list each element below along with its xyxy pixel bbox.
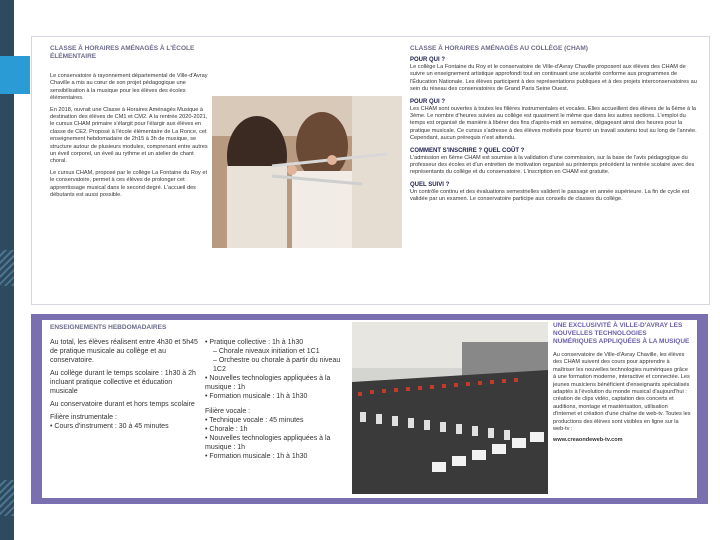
weekly-lessons-title: ENSEIGNEMENTS HEBDOMADAIRES xyxy=(50,324,167,331)
practice-line: • Nouvelles technologies appliquées à la musique : 1h xyxy=(205,435,331,451)
section-question: POUR QUI ? xyxy=(410,57,446,63)
practice-line: Filière vocale : xyxy=(205,408,251,415)
left-paragraph: Le cursus CHAM, proposé par le collège La Fontaine du Roy et le conservatoire, permet à ces élèves de prolonger cet apprentissage musical dans le second degré. L'accueil des débutants est aussi possible. xyxy=(50,169,208,199)
left-column-title: CLASSE À HORAIRES AMÉNAGÉS À L'ÉCOLE ÉLÉMENTAIRE xyxy=(50,45,195,60)
left-column xyxy=(50,45,210,204)
practice-line: • Formation musicale : 1h à 1h30 xyxy=(205,453,308,460)
weekly-text: • Cours d'instrument : 30 à 45 minutes xyxy=(50,423,169,430)
weekly-lessons-column xyxy=(50,324,200,435)
accent-square xyxy=(0,56,30,94)
practice-line: • Chorale : 1h xyxy=(205,426,248,433)
weekly-text: Au collège durant le temps scolaire : 1h30 à 2h incluant pratique collective et éducation musicale xyxy=(50,370,196,395)
practice-line: • Technique vocale : 45 minutes xyxy=(205,417,304,424)
flute-players-photo xyxy=(212,96,402,248)
section-question: COMMENT S'INSCRIRE ? QUEL COÛT ? xyxy=(410,147,525,154)
weekly-text: Au conservatoire durant et hors temps scolaire xyxy=(50,401,195,408)
practice-line: – Orchestre ou chorale à partir du niveau 1C2 xyxy=(213,357,341,373)
section-question: QUEL SUIVI ? xyxy=(410,181,450,188)
new-tech-text: Au conservatoire de Ville-d'Avray Chaville, les élèves des CHAM suivent des cours pour apprendre à maîtriser les nouvelles technologies numériques grâce à une formation moderne, interactive et connectée. Les jeunes musiciens bénéficient d'enseignants spécialisés adaptés à l'évolution du monde musical d'aujourd'hui : création de clips vidéo, captation des concerts et auditions, montage et mastérisation, utilisation d'internet et création d'une chaîne de web-tv. Toutes les productions des élèves sont visibles en ligne sur la web-tv : xyxy=(553,352,691,433)
section-question: POUR QUI ? xyxy=(410,98,446,105)
section-text: Les CHAM sont ouvertes à toutes les filières instrumentales et vocales. Elles accueillent des élèves de la 6ème à la 3ème. Le nombre d'heures suivies au collège est quasiment le même que dans les autres sections. L'emploi du temps est organisé de manière à libérer des fins d'après-midi en semaine, dégageant ainsi des heures pour la pratique musicale. Ce cursus s'adresse à des élèves motivés pour fournir un travail soutenu tout au long de l'année. Cependant, aucun prérequis n'est attendu. xyxy=(410,105,697,142)
section-text: Un contrôle continu et des évaluations semestrielles valident le passage en année supérieure. La fin de cycle est validée par un examen. Le conservatoire participe aux conseils de classes du collège. xyxy=(410,188,690,203)
left-paragraph: Le conservatoire à rayonnement départemental de Ville-d'Avray Chaville a mis au cœur de son projet pédagogique une sensibilisation à la musique pour les élèves des écoles élémentaires. xyxy=(50,73,208,102)
weekly-text: Au total, les élèves réalisent entre 4h30 et 5h45 de pratique musicale au collège et au conservatoire. xyxy=(50,339,198,364)
pattern-stripe xyxy=(0,250,14,286)
web-tv-link[interactable]: www.creaondeweb-tv.com xyxy=(553,437,623,444)
weekly-text: Filière instrumentale : xyxy=(50,414,117,421)
practice-line: • Nouvelles technologies appliquées à la musique : 1h xyxy=(205,375,331,391)
mixing-console-photo xyxy=(352,322,548,494)
left-paragraph: En 2018, ouvrait une Classe à Horaires Aménagés Musique à destination des élèves de CM1 et CM2. A la rentrée 2020-2021, le cursus CHAM primaire s'élargit pour l'élargir aux élèves en classe de CE2. Proposé à l'école élémentaire de La Ronce, cet enseignement hebdomadaire de 2h15 à 3h de musique, se structure autour de plusieurs modules, comprenant entre autres un éveil corporel, un éveil au rythme et un atelier de chant choral. xyxy=(50,106,208,165)
section-text: Le collège La Fontaine du Roy et le conservatoire de Ville-d'Avray Chaville proposent aux élèves des CHAM de suivre un enseignement artistique approfondi tout en continuant une scolarité conforme aux programmes de l'Éducation Nationale. Les élèves participent à des représentations publiques et à des projets interconservatoires au sein du réseau des conservatoires de Grand Paris Seine Ouest. xyxy=(410,64,697,93)
practice-line: – Chorale niveaux initiation et 1C1 xyxy=(213,348,320,355)
new-tech-column xyxy=(553,322,691,449)
new-tech-title: UNE EXCLUSIVITÉ À VILLE-D'AVRAY LES NOUVELLES TECHNOLOGIES NUMÉRIQUES APPLIQUÉES À LA MUSIQUE xyxy=(553,322,690,345)
right-column-title: CLASSE À HORAIRES AMÉNAGÉS AU COLLÈGE (CHAM) xyxy=(410,45,588,52)
section-text: L'admission en 6ème CHAM est soumise à la validation d'une commission, sur la base de l'avis pédagogique du professeur des écoles et d'un entretien de motivation organisé au printemps précédent la rentrée scolaire avec des représentants du collège et du conservatoire. L'inscription en CHAM est gratuite. xyxy=(410,154,695,176)
practice-line: • Pratique collective : 1h à 1h30 xyxy=(205,339,304,346)
right-column xyxy=(410,45,700,208)
practice-line: • Formation musicale : 1h à 1h30 xyxy=(205,393,308,400)
practice-column xyxy=(205,338,343,461)
pattern-stripe xyxy=(0,480,14,516)
